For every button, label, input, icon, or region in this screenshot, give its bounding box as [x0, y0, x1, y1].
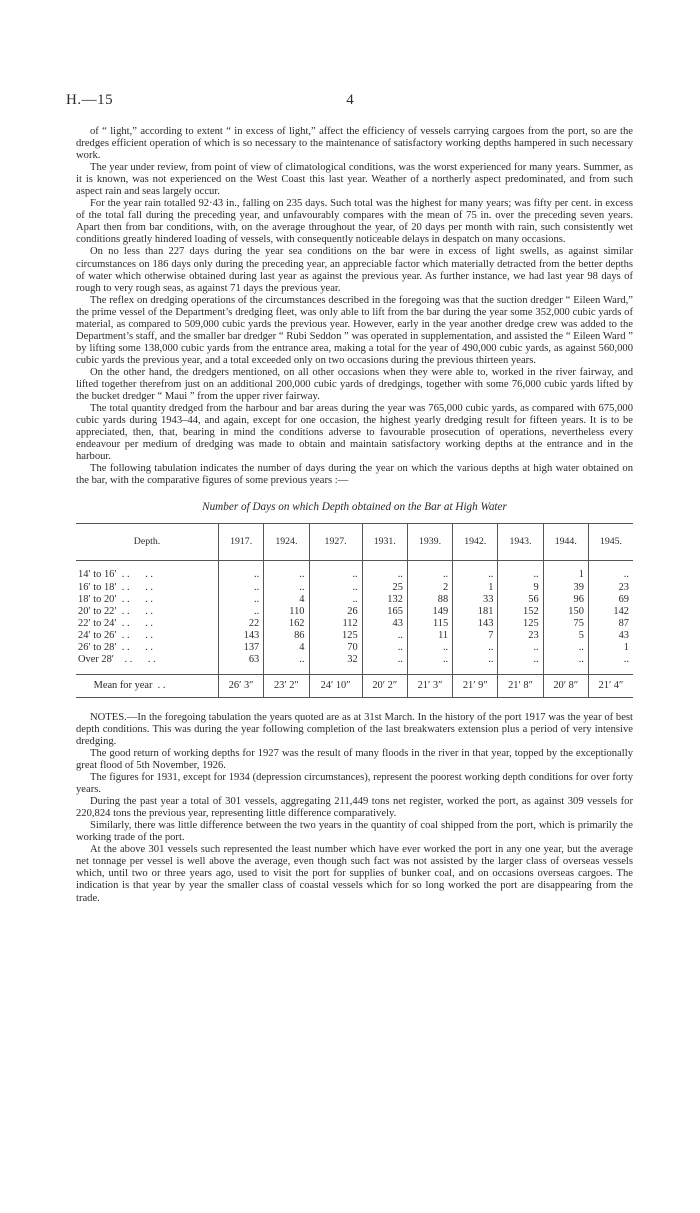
table-cell: 43: [362, 618, 407, 630]
column-header: 1944.: [543, 524, 588, 561]
table-cell: ..: [264, 582, 309, 594]
paragraph: of “ light,” according to extent “ in excess of light,” affect the efficiency of vessels carrying cargoes from the port, so are the dredges efficient operation of which is so necessary to the maintenance of satisfactory working depths hampered in such necessary work.: [76, 126, 633, 162]
column-header: 1943.: [498, 524, 543, 561]
column-header: 1917.: [219, 524, 264, 561]
note-paragraph: The figures for 1931, except for 1934 (depression circumstances), represent the poorest working depth conditions for over forty years.: [76, 772, 633, 796]
table-cell: ..: [309, 582, 362, 594]
table-row: [76, 642, 633, 654]
table-cell: 150: [543, 606, 588, 618]
mean-cell: 23′ 2″: [264, 674, 309, 697]
table-cell: 5: [543, 630, 588, 642]
table-cell: 25: [362, 582, 407, 594]
table-cell: ..: [498, 642, 543, 654]
table-cell: 75: [543, 618, 588, 630]
table-cell: 56: [498, 594, 543, 606]
table-cell: 22: [219, 618, 264, 630]
note-paragraph: The good return of working depths for 1927 was the result of many floods in the river in that year, topped by the exceptionally great flood of 5th November, 1926.: [76, 747, 633, 772]
table-cell: 143: [219, 630, 264, 642]
paragraph: The total quantity dredged from the harbour and bar areas during the year was 765,000 cubic yards, as compared with 675,000 cubic yards during 1943–44, and again, except for one occasion, the highest yearly dredging result for fifteen years. It is to be appreciated, then, that, bearing in mind the conditions adverse to favourable prosecution of operations, nevertheless every endeavour per medium of dredging was made to obtain and maintain satisfactory working depths at the entrance and in the harbour.: [76, 403, 633, 463]
depth-cell: [76, 618, 219, 630]
table-cell: 112: [309, 618, 362, 630]
column-header: 1927.: [309, 524, 362, 561]
paragraph: On no less than 227 days during the year sea conditions on the bar were in excess of light swells, as against similar circumstances on 186 days only during the preceding year, an appreciable factor which materially detracted from the better depths of water which otherwise obtained during last year as against the previous year. As further instance, we had last year 98 days of rough to very rough seas, as against 71 days the previous year.: [76, 246, 633, 294]
document-reference: H.—15: [66, 92, 114, 108]
mean-cell: 21′ 8″: [498, 674, 543, 697]
table-cell: 43: [588, 630, 633, 642]
depth-table: [76, 523, 633, 697]
mean-cell: 26′ 3″: [219, 674, 264, 697]
depth-cell: [76, 561, 219, 582]
table-cell: ..: [498, 561, 543, 582]
leader-dots: . . . .: [116, 641, 153, 653]
table-cell: 132: [362, 594, 407, 606]
leader-dots: . . . .: [116, 569, 153, 581]
mean-label-cell: [76, 674, 219, 697]
table-cell: 88: [407, 594, 452, 606]
table-header-row: [76, 524, 633, 561]
table-row: [76, 618, 633, 630]
table-cell: 26: [309, 606, 362, 618]
column-header: 1939.: [407, 524, 452, 561]
column-header: Depth.: [76, 524, 219, 561]
mean-cell: 20′ 2″: [362, 674, 407, 697]
table-cell: 4: [264, 594, 309, 606]
depth-label: 20′ to 22′: [78, 605, 117, 617]
depth-label: Over 28′: [78, 653, 115, 665]
table-cell: 87: [588, 618, 633, 630]
depth-label: 18′ to 20′: [78, 593, 117, 605]
table-cell: 4: [264, 642, 309, 654]
table-row: [76, 594, 633, 606]
page-number: 4: [346, 92, 354, 108]
paragraph: Similarly, there was little difference between the two years in the quantity of coal shipped from the port, which is primarily the working trade of the port.: [76, 820, 633, 844]
leader-dots: . .: [152, 679, 166, 691]
leader-dots: . . . .: [116, 581, 153, 593]
table-cell: ..: [219, 606, 264, 618]
depth-cell: [76, 654, 219, 675]
column-header: 1931.: [362, 524, 407, 561]
table-cell: ..: [543, 654, 588, 675]
table-cell: 137: [219, 642, 264, 654]
table-cell: ..: [219, 594, 264, 606]
table-cell: 11: [407, 630, 452, 642]
depth-cell: [76, 630, 219, 642]
table-cell: 162: [264, 618, 309, 630]
table-cell: ..: [264, 561, 309, 582]
table-cell: 9: [498, 582, 543, 594]
table-cell: ..: [219, 582, 264, 594]
table-cell: ..: [453, 654, 498, 675]
table-cell: ..: [264, 654, 309, 675]
depth-label: 24′ to 26′: [78, 629, 117, 641]
table-cell: ..: [362, 630, 407, 642]
table-cell: 32: [309, 654, 362, 675]
table-row: [76, 582, 633, 594]
note-paragraph: NOTES.—In the foregoing tabulation the years quoted are as at 31st March. In the history of the port 1917 was the year of best depth conditions. This was during the year following completion of the last breakwaters extension plus a period of very intensive dredging.: [76, 711, 633, 747]
mean-label: Mean for year: [93, 679, 153, 691]
table-cell: 1: [543, 561, 588, 582]
paragraph: During the past year a total of 301 vessels, aggregating 211,449 tons net register, worked the port, as against 309 vessels for 220,824 tons the previous year, representing little difference comparatively.: [76, 796, 633, 820]
mean-cell: 24′ 10″: [309, 674, 362, 697]
table-cell: 115: [407, 618, 452, 630]
leader-dots: . . . .: [116, 605, 153, 617]
table-cell: 152: [498, 606, 543, 618]
table-cell: ..: [362, 642, 407, 654]
table-cell: 110: [264, 606, 309, 618]
table-cell: ..: [309, 594, 362, 606]
table-cell: 149: [407, 606, 452, 618]
column-header: 1945.: [588, 524, 633, 561]
table-cell: ..: [219, 561, 264, 582]
depth-label: 16′ to 18′: [78, 581, 117, 593]
paragraph: On the other hand, the dredgers mentioned, on all other occasions when they were able to, worked in the river fairway, and lifted together therefrom just on an additional 200,000 cubic yards of dredgings, together with some 76,000 cubic yards lifted by the bucket dredger “ Maui ” from the upper river fairway.: [76, 366, 633, 403]
table-row: [76, 654, 633, 675]
table-cell: 143: [453, 618, 498, 630]
depth-cell: [76, 606, 219, 618]
table-cell: 70: [309, 642, 362, 654]
table-cell: 125: [498, 618, 543, 630]
table-cell: 181: [453, 606, 498, 618]
table-cell: ..: [543, 642, 588, 654]
table-cell: ..: [498, 654, 543, 675]
leader-dots: . . . .: [114, 653, 156, 665]
paragraph: The year under review, from point of view of climatological conditions, was the worst experienced for many years. Summer, as it is known, was not experienced on the West Coast this last year. Weather of a northerly aspect predominated, and from such aspect rain and seas largely occur.: [76, 162, 633, 198]
table-cell: 23: [588, 582, 633, 594]
table-caption: Number of Days on which Depth obtained on the Bar at High Water: [202, 501, 507, 514]
table-cell: ..: [407, 561, 452, 582]
table-cell: 142: [588, 606, 633, 618]
table-row: [76, 606, 633, 618]
mean-cell: 20′ 8″: [543, 674, 588, 697]
mean-cell: 21′ 9″: [453, 674, 498, 697]
table-cell: 96: [543, 594, 588, 606]
table-cell: 39: [543, 582, 588, 594]
column-header: 1942.: [453, 524, 498, 561]
leader-dots: . . . .: [116, 593, 153, 605]
mean-cell: 21′ 3″: [407, 674, 452, 697]
table-cell: 125: [309, 630, 362, 642]
leader-dots: . . . .: [116, 629, 153, 641]
table-cell: 7: [453, 630, 498, 642]
table-cell: ..: [309, 561, 362, 582]
column-header: 1924.: [264, 524, 309, 561]
table-cell: ..: [588, 561, 633, 582]
leader-dots: . . . .: [116, 617, 153, 629]
depth-cell: [76, 594, 219, 606]
paragraph: For the year rain totalled 92·43 in., falling on 235 days. Such total was the highest for many years; was fifty per cent. in excess of the total fall during the preceding year, and unfavourably compares with the mean of 75 in. over the preceding seven years. Apart then from bar conditions, with, on the average throughout the year, of 20 days per month with rain, such consistently wet conditions greatly hindered loading of vessels, with consequently noticeable delays in despatch on many occasions.: [76, 198, 633, 246]
paragraph: The reflex on dredging operations of the circumstances described in the foregoing was that the suction dredger “ Eileen Ward,” the prime vessel of the Department’s dredging fleet, was only able to lift from the bar during the year some 352,000 cubic yards of material, as compared to 509,000 cubic yards the previous year. However, early in the year another dredge crew was added to the Department’s staff, and the smaller bar dredger “ Rubi Seddon ” was operated in supplementation, and assisted the “ Eileen Ward ” by lifting some 138,000 cubic yards from the entrance area, making a total for the year of 490,000 cubic yards, as against 560,000 cubic yards the previous year, and a total exceeded only on two occasions during the previous thirteen years.: [76, 294, 633, 366]
depth-label: 14′ to 16′: [78, 569, 117, 581]
table-cell: ..: [407, 654, 452, 675]
paragraph: At the above 301 vessels such represented the least number which have ever worked the port in any one year, but the average net tonnage per vessel is well above the average, even though such fact was not assisted by the larger class of overseas vessels which, until two or three years ago, used to visit the port for supplies of bunker coal, and on occasions overseas cargoes. The indication is that year by year the smaller class of coastal vessels which for so long worked the port are disappearing from the trade.: [76, 844, 633, 904]
table-cell: ..: [453, 642, 498, 654]
depth-label: 22′ to 24′: [78, 617, 117, 629]
table-cell: 165: [362, 606, 407, 618]
mean-row: [76, 674, 633, 697]
depth-cell: [76, 642, 219, 654]
table-cell: ..: [407, 642, 452, 654]
table-row: [76, 561, 633, 582]
table-cell: 63: [219, 654, 264, 675]
page-header: [66, 92, 634, 112]
mean-cell: 21′ 4″: [588, 674, 633, 697]
table-row: [76, 630, 633, 642]
paragraph: The following tabulation indicates the number of days during the year on which the various depths at high water obtained on the bar, with the comparative figures of some previous years :—: [76, 463, 633, 487]
table-cell: 86: [264, 630, 309, 642]
page-body: [76, 126, 633, 905]
table-cell: ..: [362, 561, 407, 582]
table-cell: ..: [362, 654, 407, 675]
table-cell: ..: [588, 654, 633, 675]
table-cell: 69: [588, 594, 633, 606]
table-cell: ..: [453, 561, 498, 582]
depth-cell: [76, 582, 219, 594]
depth-label: 26′ to 28′: [78, 641, 117, 653]
table-cell: 2: [407, 582, 452, 594]
table-cell: 1: [588, 642, 633, 654]
table-cell: 1: [453, 582, 498, 594]
table-cell: 23: [498, 630, 543, 642]
notes-section: [76, 712, 633, 905]
table-cell: 33: [453, 594, 498, 606]
